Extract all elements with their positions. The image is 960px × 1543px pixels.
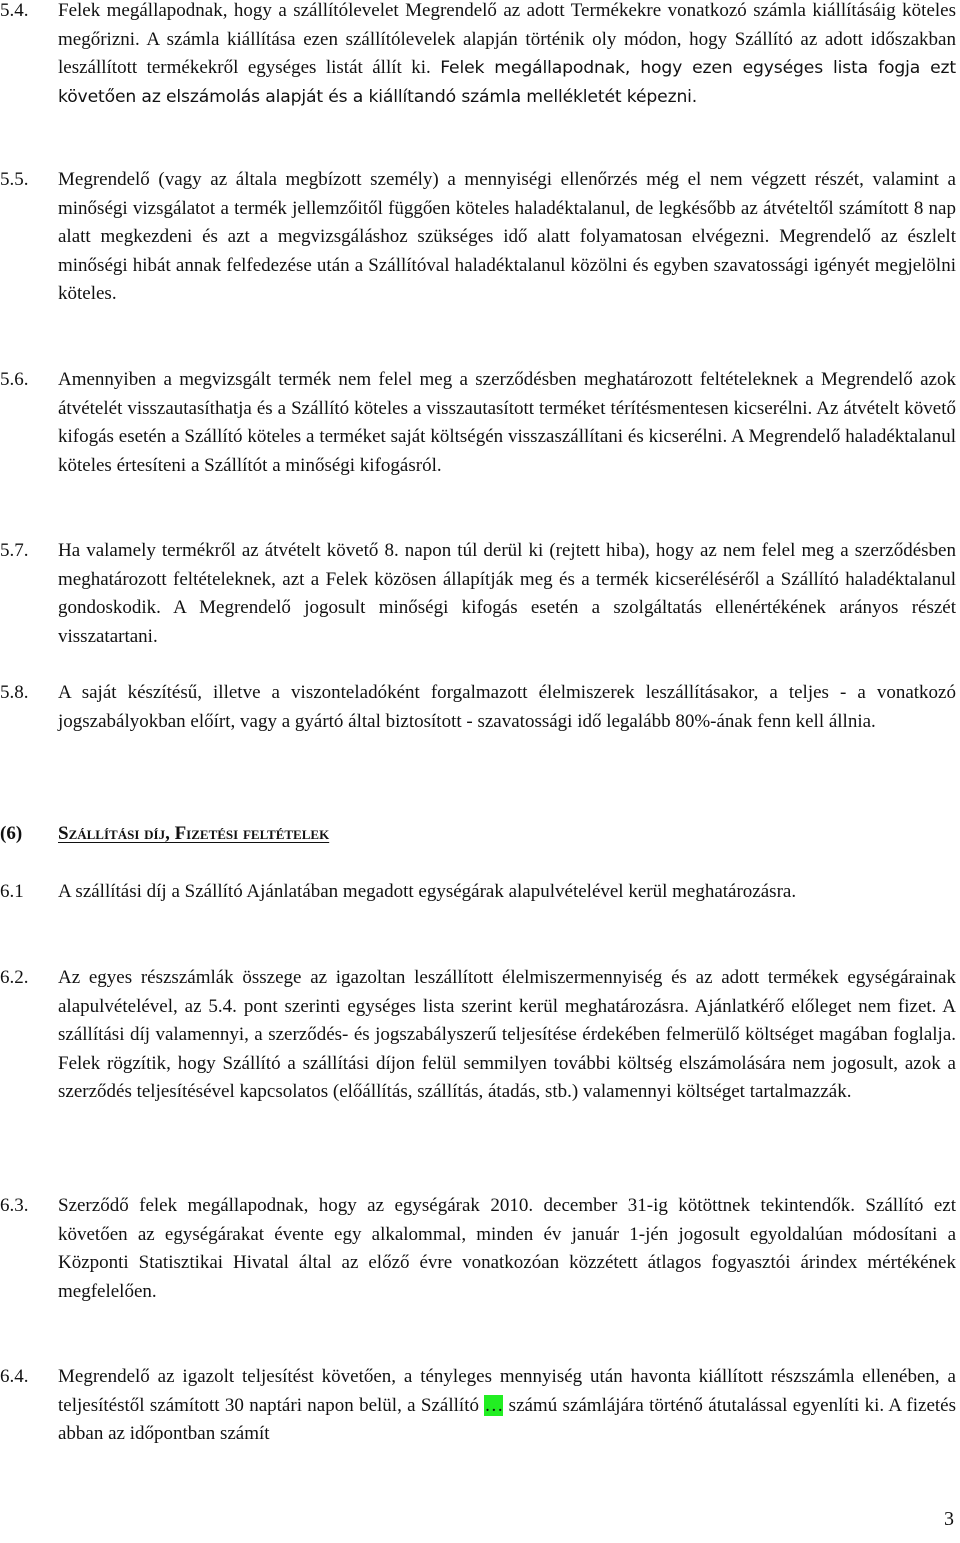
section-number: (6) xyxy=(0,823,23,844)
paragraph-6-1 xyxy=(0,878,956,907)
paragraph-5-5 xyxy=(0,166,956,309)
paragraph-text: Megrendelő (vagy az általa megbízott személy) a mennyiségi ellenőrzés még el nem végzett részét, valamint a minőségi vizsgálatot a termék jellemzőitől függően köteles haladéktalanul, de legkésőbb az átvételtől számított 8 nap alatt megkezdeni és azt a megvizsgáláshoz szükséges idő alatt folyamatosan elvégezni. Megrendelő az észlelt minőségi hibát annak felfedezése után a Szállítóval haladéktalanul közölni és egyben szavatossági igényét megjelölni köteles. xyxy=(58,169,956,304)
paragraph-number: 6.2. xyxy=(0,967,29,988)
paragraph-text-before: Megrendelő az igazolt teljesítést követően, a tényleges mennyiség után havonta kiállított részszámla ellenében, a teljesítéstől számított 30 naptári napon belül, a Szállító xyxy=(58,1366,956,1416)
paragraph-6-4 xyxy=(0,1363,956,1449)
paragraph-5-6 xyxy=(0,366,956,480)
paragraph-text xyxy=(58,1363,956,1449)
paragraph-number: 5.7. xyxy=(0,540,29,561)
paragraph-5-8 xyxy=(0,679,956,736)
paragraph-number: 6.1 xyxy=(0,881,24,902)
paragraph-text-serif: Felek megállapodnak, hogy a szállítólevelet Megrendelő az adott Termékekre vonatkozó számla kiállításáig köteles megőrizni. A számla kiállítása ezen szállítólevelek alapján történik oly módon, hogy Szállító az adott időszakban leszállított termékekről egységes listát állít ki. xyxy=(58,0,956,78)
paragraph-text: A saját készítésű, illetve a viszonteladóként forgalmazott élelmiszerek leszállításakor, a teljes - a vonatkozó jogszabályokban előírt, vagy a gyártó által biztosított - szavatossági idő legalább 80%-ának fenn kell állnia. xyxy=(58,682,956,732)
section-heading xyxy=(0,820,956,849)
section-title: Szállítási díj, Fizetési feltételek xyxy=(58,823,330,844)
paragraph-5-4 xyxy=(0,0,956,111)
paragraph-number: 5.5. xyxy=(0,169,29,190)
paragraph-6-2 xyxy=(0,964,956,1107)
page-number: 3 xyxy=(944,1508,954,1530)
paragraph-text-after: számú számlájára történő átutalással egyenlíti ki. A fizetés abban az időpontban számít xyxy=(58,1394,956,1444)
paragraph-text: Ha valamely termékről az átvételt követő 8. napon túl derül ki (rejtett hiba), hogy az nem felel meg a szerződésben meghatározott feltételeknek, azt a Felek közösen állapítják meg és a termék kicseréléséről a Szállító haladéktalanul gondoskodik. A Megrendelő jogosult minőségi kifogás esetén a szolgáltatás ellenértékének arányos részét visszatartani. xyxy=(58,540,956,647)
paragraph-number: 5.6. xyxy=(0,369,29,390)
paragraph-5-7 xyxy=(0,537,956,651)
paragraph-text: Amennyiben a megvizsgált termék nem felel meg a szerződésben meghatározott feltételeknek a Megrendelő azok átvételét visszautasíthatja és a Szállító köteles a visszautasított terméket térítésmentesen kicserélni. Az átvételt követő kifogás esetén a Szállító köteles a terméket saját költségén visszaszállítani és kicserélni. A Megrendelő haladéktalanul köteles értesíteni a Szállítót a minőségi kifogásról. xyxy=(58,369,956,476)
paragraph-number: 6.3. xyxy=(0,1195,29,1216)
account-number-placeholder: … xyxy=(484,1394,504,1416)
paragraph-number: 6.4. xyxy=(0,1366,29,1387)
paragraph-number: 5.8. xyxy=(0,682,29,703)
paragraph-6-3 xyxy=(0,1192,956,1306)
paragraph-number: 5.4. xyxy=(0,0,29,21)
paragraph-text-sans: Felek megállapodnak, hogy ezen egységes lista fogja ezt követően az elszámolás alapját és a kiállítandó számla mellékletét képezni. xyxy=(58,58,956,107)
paragraph-text: A szállítási díj a Szállító Ajánlatában megadott egységárak alapulvételével kerül meghatározásra. xyxy=(58,881,797,902)
paragraph-text: Az egyes részszámlák összege az igazoltan leszállított élelmiszermennyiség és az adott termékek egységárainak alapulvételével, az 5.4. pont szerinti egységes lista szerint kerül meghatározásra. Ajánlatkérő előleget nem fizet. A szállítási díj valamennyi, a szerződés- és jogszabályszerű teljesítése érdekében felmerülő költséget magában foglalja. Felek rögzítik, hogy Szállító a szállítási díjon felül semmilyen további költség elszámolására nem jogosult, azok a szerződés teljesítésével kapcsolatos (előállítás, szállítás, átadás, stb.) valamennyi költséget tartalmazzák. xyxy=(58,967,956,1102)
paragraph-text: Szerződő felek megállapodnak, hogy az egységárak 2010. december 31-ig kötöttnek tekintendők. Szállító ezt követően az egységárakat évente egy alkalommal, minden év január 1-jén jogosult egyoldalúan módosítani a Központi Statisztikai Hivatal által az előző évre vonatkozóan közzétett átlagos fogyasztói árindex mértékének megfelelően. xyxy=(58,1195,956,1302)
paragraph-text xyxy=(58,0,956,111)
